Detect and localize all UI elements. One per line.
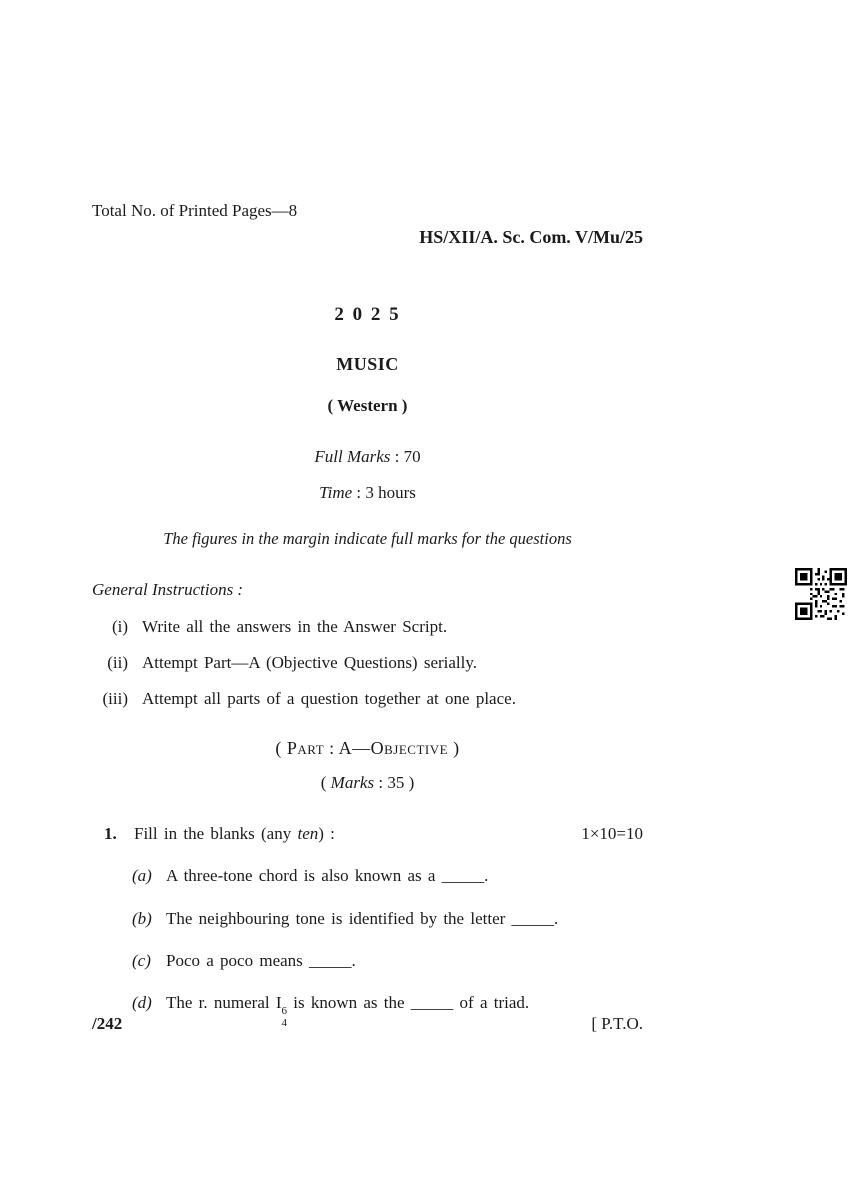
instruction-item — [92, 688, 643, 709]
item-label: (b) — [132, 908, 152, 928]
marks-heading-label: Marks — [330, 772, 375, 792]
instruction-item — [92, 616, 643, 637]
question-number: 1. — [104, 824, 117, 844]
item-text: Poco a poco means _____. — [166, 950, 356, 970]
item-text: The neighbouring tone is identified by the letter _____. — [166, 908, 559, 928]
time-line — [92, 482, 643, 503]
full-marks-value: : 70 — [390, 447, 421, 467]
item-text-post: is known as the _____ of a triad. — [287, 993, 530, 1013]
qr-code — [795, 568, 847, 620]
question-marks: 1×10=10 — [581, 824, 643, 844]
question-text-emphasis: ten — [297, 824, 319, 844]
question-item-a — [92, 865, 643, 886]
subject-title: MUSIC — [336, 353, 399, 374]
marks-heading-prefix: ( — [320, 772, 331, 792]
full-marks-label: Full Marks — [314, 447, 391, 467]
pto-note: [ P.T.O. — [591, 1014, 643, 1033]
item-label: (c) — [132, 950, 151, 970]
printed-pages-note: Total No. of Printed Pages—8 — [92, 201, 298, 220]
instruction-number: (i) — [111, 616, 128, 636]
question-item-b — [92, 908, 643, 929]
item-text-pre: The r. numeral I — [166, 993, 282, 1013]
instruction-number: (iii) — [102, 689, 128, 709]
marks-heading-suffix: : 35 ) — [374, 772, 415, 792]
exam-year: 2 0 2 5 — [334, 303, 401, 325]
general-instructions-heading: General Instructions : — [92, 580, 244, 600]
question-1 — [92, 823, 643, 844]
instruction-text: Attempt all parts of a question together at one place. — [142, 689, 516, 709]
marks-heading — [92, 772, 643, 793]
full-marks-line — [92, 446, 643, 467]
figured-bass-bottom: 4 — [281, 1016, 288, 1029]
instruction-text: Write all the answers in the Answer Script. — [142, 616, 448, 636]
question-item-c — [92, 950, 643, 971]
paper-code: HS/XII/A. Sc. Com. V/Mu/25 — [419, 227, 643, 248]
page-content — [92, 200, 643, 1029]
page-footer — [92, 1014, 643, 1034]
part-a-heading: ( Part : A—Objective ) — [275, 738, 460, 759]
instruction-item — [92, 652, 643, 673]
subject-subtitle: ( Western ) — [327, 396, 408, 415]
figured-bass-top: 6 — [281, 1005, 288, 1018]
item-label: (a) — [132, 866, 152, 886]
item-text: A three-tone chord is also known as a _____. — [166, 866, 489, 886]
margin-note: The figures in the margin indicate full marks for the questions — [163, 528, 572, 548]
question-text-pre: Fill in the blanks (any — [134, 824, 298, 844]
time-value: : 3 hours — [352, 482, 416, 502]
item-label: (d) — [132, 993, 152, 1013]
paper-number: /242 — [92, 1014, 123, 1033]
question-text — [130, 823, 581, 844]
instruction-number: (ii) — [107, 652, 128, 672]
instruction-text: Attempt Part—A (Objective Questions) serially. — [142, 652, 478, 672]
time-label: Time — [319, 482, 353, 502]
question-text-post: ) : — [318, 824, 335, 844]
